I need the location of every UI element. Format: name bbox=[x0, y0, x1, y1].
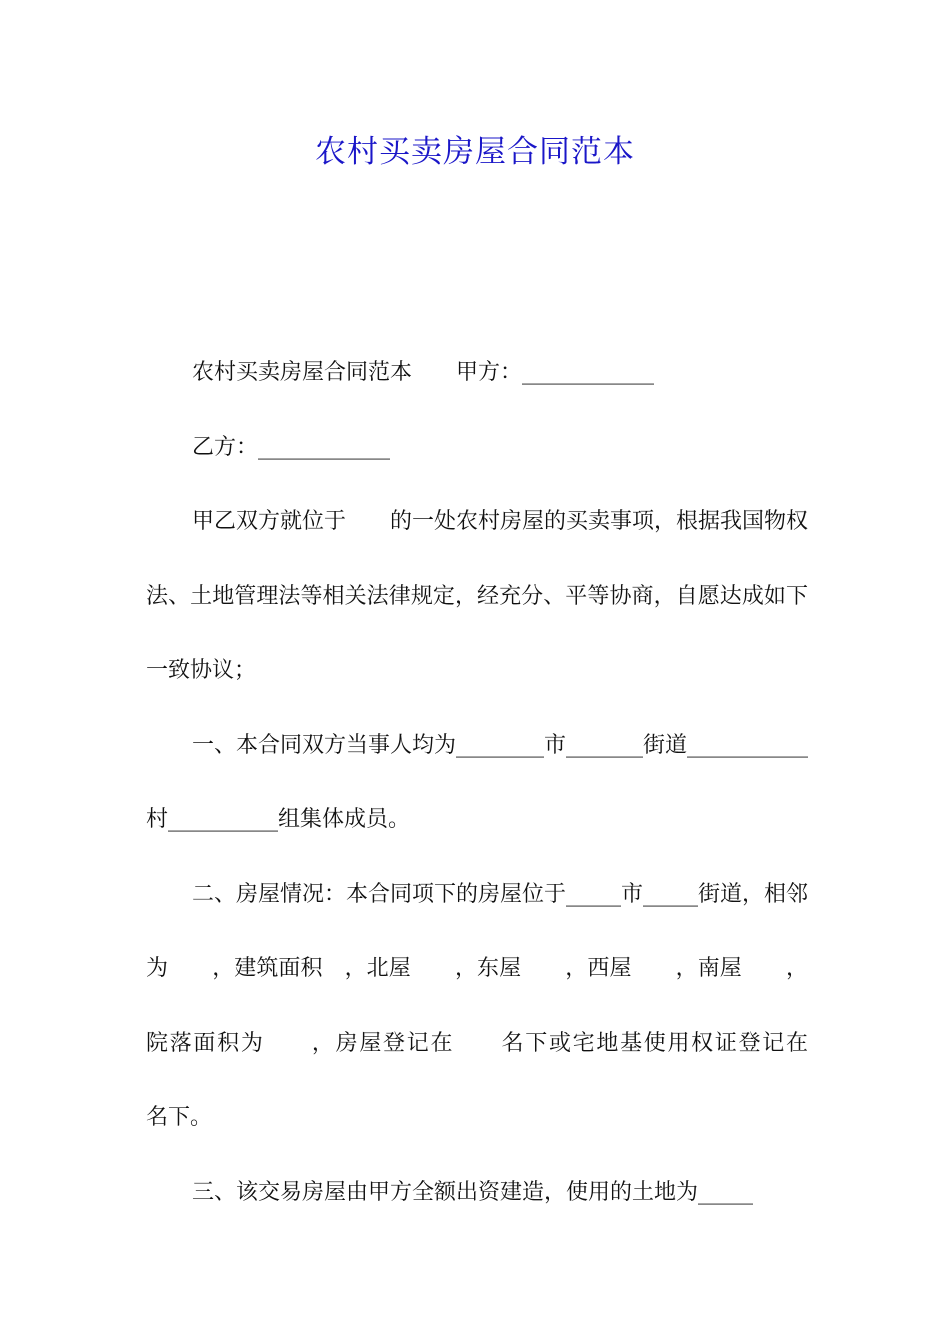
paragraph-clause-1: 一、本合同双方当事人均为________市_______街道___________村__________组集体成员。 bbox=[146, 732, 809, 832]
paragraph-party-b: 乙方：____________ bbox=[192, 434, 391, 460]
paragraph-header: 农村买卖房屋合同范本 甲方：____________ bbox=[192, 360, 655, 385]
paragraph-clause-2: 二、房屋情况：本合同项下的房屋位于_____市_____街道，相邻为 ，建筑面积 ，北屋 ，东屋 ，西屋 ，南屋 ，院落面积为 ，房屋登记在 名下或宅地基使用权证登记在 名下。 bbox=[146, 881, 853, 1130]
paragraph-preamble: 甲乙双方就位于 的一处农村房屋的买卖事项，根据我国物权法、土地管理法等相关法律规定，经充分、平等协商，自愿达成如下一致协议； bbox=[146, 509, 809, 683]
document-body bbox=[146, 336, 853, 1230]
paragraph-clause-3: 三、该交易房屋由甲方全额出资建造，使用的土地为_____ bbox=[192, 1179, 754, 1205]
document-title: 农村买卖房屋合同范本 bbox=[315, 134, 635, 170]
